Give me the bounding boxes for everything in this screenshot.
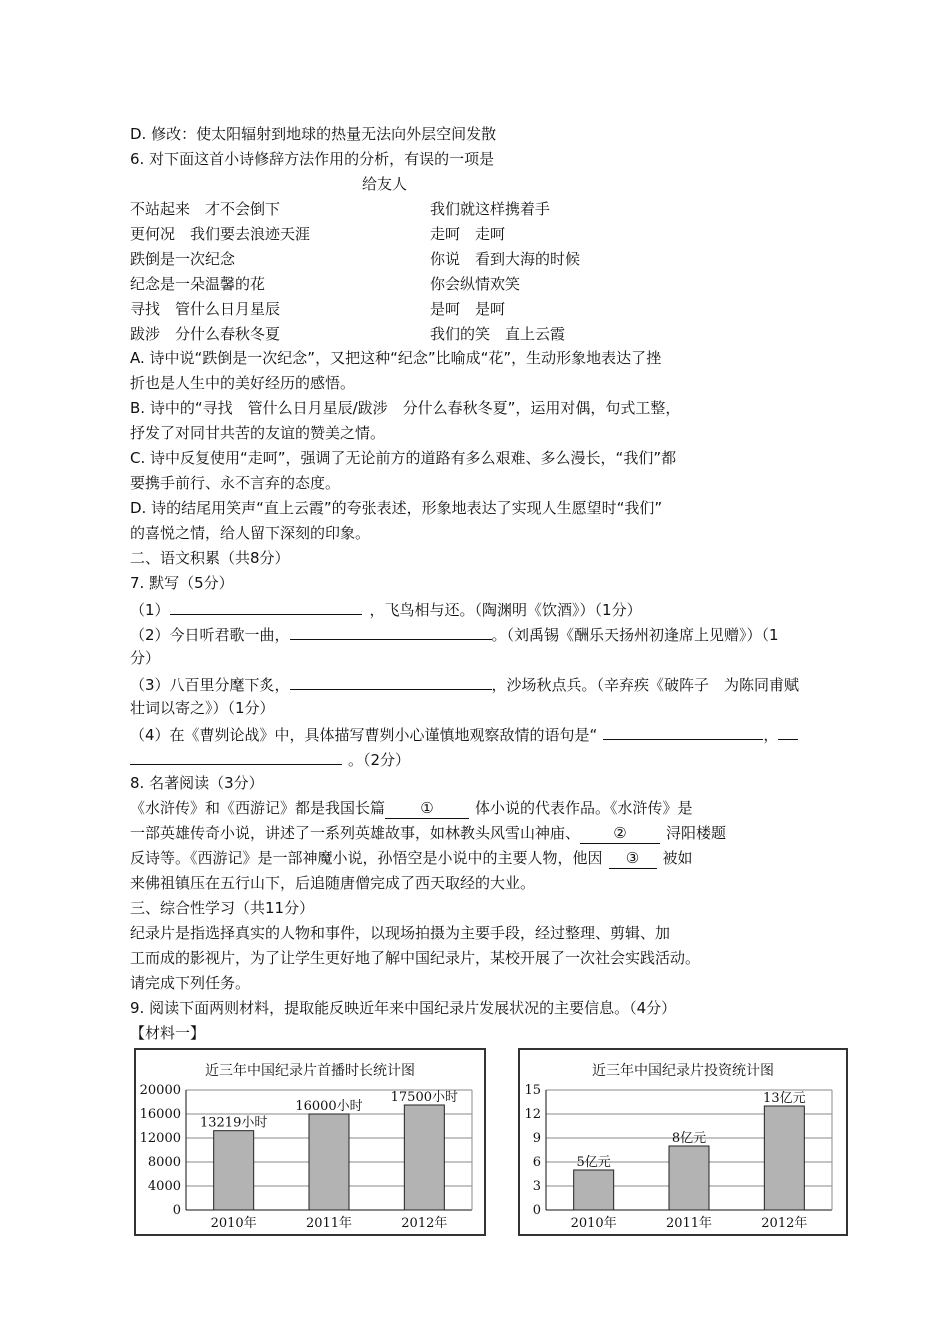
- data-label: 17500小时: [390, 1090, 459, 1105]
- q8-l1-text-post: 体小说的代表作品。《水浒传》是: [475, 799, 693, 817]
- y-tick-label: 4000: [147, 1179, 181, 1194]
- poem-line: 跋涉 分什么春秋冬夏: [130, 325, 281, 343]
- chart-title: 近三年中国纪录片投资统计图: [592, 1063, 774, 1079]
- q8-blank-2[interactable]: ②: [580, 823, 660, 844]
- q8-line2: [130, 823, 726, 844]
- y-tick-label: 9: [532, 1131, 541, 1146]
- data-label: 5亿元: [576, 1155, 611, 1170]
- q7-2-prefix: （2）今日听君歌一曲，: [130, 626, 290, 644]
- q7-4-blank-b[interactable]: [130, 748, 342, 765]
- x-tick-label: 2010年: [570, 1216, 617, 1231]
- q8-l2-text-post: 浔阳楼题: [666, 824, 727, 842]
- x-tick-label: 2012年: [761, 1216, 808, 1231]
- question-7-4-cont: [130, 748, 410, 770]
- q7-4-prefix: （4）在《曹刿论战》中，具体描写曹刿小心谨慎地观察敌情的语句是“: [130, 726, 598, 744]
- question-7: 7. 默写（5分）: [130, 574, 234, 592]
- chart-svg: [520, 1050, 846, 1234]
- poem-right-column: [430, 199, 580, 349]
- section-2-heading: 二、语文积累（共8分）: [130, 549, 290, 567]
- q7-4-comma: ，: [763, 726, 779, 744]
- question-7-3: [130, 673, 799, 695]
- chart-title: 近三年中国纪录片首播时长统计图: [205, 1063, 415, 1079]
- material-1-label: 【材料一】: [130, 1024, 206, 1042]
- poem-line: 寻找 管什么日月星辰: [130, 300, 281, 318]
- q7-1-suffix: ，飞鸟相与还。（陶渊明《饮酒》）（1分）: [369, 601, 642, 619]
- y-tick-label: 12000: [139, 1131, 181, 1146]
- q7-3-blank[interactable]: [290, 673, 492, 690]
- option-b-line2: 抒发了对同甘共苦的友谊的赞美之情。: [130, 424, 386, 442]
- section-3-para2: 工而成的影视片，为了让学生更好地了解中国纪录片，某校开展了一次社会实践活动。: [130, 949, 701, 967]
- question-8: 8. 名著阅读（3分）: [130, 774, 264, 792]
- x-tick-label: 2010年: [210, 1216, 257, 1231]
- q7-1-prefix: （1）: [130, 601, 170, 619]
- option-b-line1: B. 诗中的“寻找 管什么日月星辰/跋涉 分什么春秋冬夏”，运用对偶，句式工整，: [130, 399, 681, 417]
- q7-4-suffix: 。（2分）: [348, 751, 411, 769]
- option-c-line1: C. 诗中反复使用“走呵”，强调了无论前方的道路有多么艰难、多么漫长，“我们”都: [130, 449, 677, 467]
- q8-line1: [130, 798, 693, 819]
- bar: [404, 1105, 444, 1210]
- y-tick-label: 0: [172, 1203, 181, 1218]
- bar: [214, 1131, 254, 1210]
- poem-line: 我们就这样携着手: [430, 200, 551, 218]
- q7-1-blank[interactable]: [170, 598, 362, 615]
- poem-line: 走呵 走呵: [430, 225, 506, 243]
- poem-line: 不站起来 才不会倒下: [130, 200, 281, 218]
- bar: [764, 1106, 804, 1210]
- option-a-line1: A. 诗中说“跌倒是一次纪念”，又把这种“纪念”比喻成“花”，生动形象地表达了挫: [130, 349, 662, 367]
- x-tick-label: 2011年: [665, 1216, 713, 1231]
- section-3-heading: 三、综合性学习（共11分）: [130, 899, 315, 917]
- question-7-1: [130, 598, 642, 620]
- q7-4-blank-a-tail: [778, 723, 798, 740]
- x-tick-label: 2012年: [401, 1216, 448, 1231]
- q7-2-continuation: 分）: [130, 649, 161, 667]
- q8-l2-text: 一部英雄传奇小说，讲述了一系列英雄故事，如林教头风雪山神庙、: [130, 824, 581, 842]
- question-9: 9. 阅读下面两则材料，提取能反映近年来中国纪录片发展状况的主要信息。（4分）: [130, 999, 677, 1017]
- y-tick-label: 15: [524, 1083, 541, 1098]
- bar: [574, 1170, 614, 1210]
- y-tick-label: 16000: [139, 1107, 181, 1122]
- section-3-para3: 请完成下列任务。: [130, 974, 251, 992]
- y-tick-label: 3: [532, 1179, 541, 1194]
- q8-l3-text-post: 被如: [662, 849, 693, 867]
- chart-svg: [136, 1050, 484, 1234]
- poem-line: 纪念是一朵温馨的花: [130, 275, 266, 293]
- y-tick-label: 8000: [147, 1155, 181, 1170]
- option-a-line2: 折也是人生中的美好经历的感悟。: [130, 374, 356, 392]
- q8-l3-text: 反诗等。《西游记》是一部神魔小说，孙悟空是小说中的主要人物，他因: [130, 849, 603, 867]
- data-label: 13219小时: [199, 1115, 268, 1131]
- poem-title: 给友人: [362, 175, 408, 193]
- section-3-para1: 纪录片是指选择真实的人物和事件，以现场拍摄为主要手段，经过整理、剪辑、加: [130, 924, 671, 942]
- data-label: 16000小时: [295, 1099, 363, 1114]
- q8-line4: 来佛祖镇压在五行山下，后追随唐僧完成了西天取经的大业。: [130, 874, 536, 892]
- poem-line: 我们的笑 直上云霞: [430, 325, 566, 343]
- q8-l1-text: 《水浒传》和《西游记》都是我国长篇: [130, 799, 386, 817]
- q7-3-suffix: ，沙场秋点兵。（辛弃疾《破阵子 为陈同甫赋: [491, 676, 800, 694]
- data-label: 13亿元: [763, 1091, 806, 1106]
- x-tick-label: 2011年: [305, 1216, 353, 1231]
- q8-blank-1[interactable]: ①: [385, 798, 469, 819]
- q7-2-blank[interactable]: [290, 623, 492, 640]
- question-7-2: [130, 623, 779, 645]
- y-tick-label: 20000: [139, 1083, 181, 1098]
- option-d-line1: D. 诗的结尾用笑声“直上云霞”的夸张表述，形象地表达了实现人生愿望时“我们”: [130, 499, 663, 517]
- option-d-line2: 的喜悦之情，给人留下深刻的印象。: [130, 524, 371, 542]
- option-d-previous: D. 修改：使太阳辐射到地球的热量无法向外层空间发散: [130, 125, 497, 143]
- poem-line: 更何况 我们要去浪迹天涯: [130, 225, 311, 243]
- poem-line: 你说 看到大海的时候: [430, 250, 581, 268]
- q8-blank-3[interactable]: ③: [609, 848, 657, 869]
- y-tick-label: 12: [524, 1107, 541, 1122]
- y-tick-label: 6: [532, 1155, 541, 1170]
- q7-3-continuation: 壮词以寄之》）（1分）: [130, 699, 275, 717]
- q7-2-suffix: 。（刘禹锡《酬乐天扬州初逢席上见赠》）（1: [491, 626, 779, 644]
- poem-line: 是呵 是呵: [430, 300, 506, 318]
- option-c-line2: 要携手前行、永不言弃的态度。: [130, 474, 341, 492]
- q7-3-prefix: （3）八百里分麾下炙，: [130, 676, 290, 694]
- q8-line3: [130, 848, 693, 869]
- chart-investment: [518, 1048, 848, 1236]
- poem-left-column: [130, 199, 310, 349]
- poem-line: 你会纵情欢笑: [430, 275, 521, 293]
- poem-line: 跌倒是一次纪念: [130, 250, 236, 268]
- bar: [669, 1146, 709, 1210]
- chart-broadcast-hours: [134, 1048, 486, 1236]
- y-tick-label: 0: [532, 1203, 541, 1218]
- bar: [309, 1114, 349, 1210]
- question-7-4: [130, 723, 798, 745]
- question-6: 6. 对下面这首小诗修辞方法作用的分析，有误的一项是: [130, 150, 495, 168]
- q7-4-blank-a[interactable]: [603, 723, 763, 740]
- data-label: 8亿元: [671, 1131, 707, 1146]
